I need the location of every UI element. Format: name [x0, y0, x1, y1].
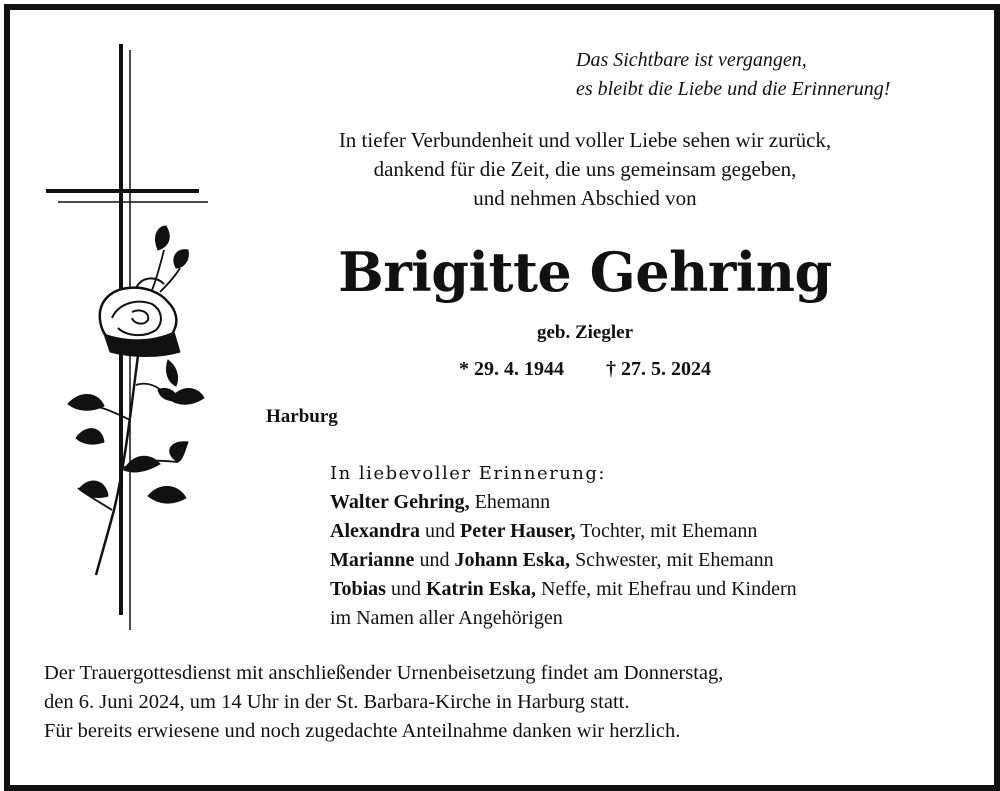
mourner-name: Katrin Eska,: [425, 578, 536, 600]
mourner-relation: Schwester, mit Ehemann: [575, 549, 774, 571]
quote-line: Das Sichtbare ist vergangen,: [576, 49, 807, 71]
mourner-conjunction: und: [419, 549, 450, 571]
intro-line: In tiefer Verbundenheit und voller Liebe sehen wir zurück,: [338, 128, 832, 152]
mourner-name: Peter Hauser,: [460, 520, 576, 542]
place-of-residence: Harburg: [266, 406, 338, 427]
notice-line: den 6. Juni 2024, um 14 Uhr in der St. Barbara-Kirche in Harburg statt.: [44, 691, 630, 713]
life-dates: [255, 356, 915, 382]
epitaph-quote: [576, 46, 890, 104]
mourner-row: [330, 488, 797, 517]
quote-line: es bleibt die Liebe und die Erinnerung!: [576, 78, 891, 100]
birth-name: geb. Ziegler: [536, 322, 634, 343]
intro-text: [255, 126, 915, 213]
mourner-relation: Neffe, mit Ehefrau und Kindern: [541, 578, 797, 600]
intro-line: dankend für die Zeit, die uns gemeinsam gegeben,: [373, 157, 797, 181]
mourners-heading: In liebevoller Erinnerung:: [330, 463, 606, 484]
rose-icon: [68, 226, 204, 575]
mourners-list: [330, 459, 797, 633]
mourner-row: [330, 575, 797, 604]
service-notice: [44, 659, 723, 746]
mourner-relation: Ehemann: [474, 491, 551, 513]
death-date: † 27. 5. 2024: [606, 358, 711, 380]
mourner-relation: Tochter, mit Ehemann: [580, 520, 758, 542]
mourner-name: Tobias: [330, 578, 386, 600]
notice-line: Der Trauergottesdienst mit anschließender Urnenbeisetzung findet am Donnerstag,: [44, 662, 724, 684]
mourner-row: [330, 546, 797, 575]
mourner-name: Johann Eska,: [454, 549, 571, 571]
mourners-closing: im Namen aller Angehörigen: [330, 607, 563, 629]
mourner-name: Walter Gehring,: [330, 491, 470, 513]
mourner-conjunction: und: [390, 578, 421, 600]
birth-date: * 29. 4. 1944: [459, 358, 564, 380]
mourner-row: [330, 517, 797, 546]
mourner-name: Alexandra: [330, 520, 420, 542]
mourner-name: Marianne: [330, 549, 415, 571]
cross-with-rose-icon: [40, 40, 215, 635]
intro-line: und nehmen Abschied von: [473, 186, 697, 210]
deceased-name: Brigitte Gehring: [338, 240, 832, 304]
mourner-conjunction: und: [425, 520, 455, 542]
notice-line: Für bereits erwiesene und noch zugedachte Anteilnahme danken wir herzlich.: [44, 720, 681, 742]
